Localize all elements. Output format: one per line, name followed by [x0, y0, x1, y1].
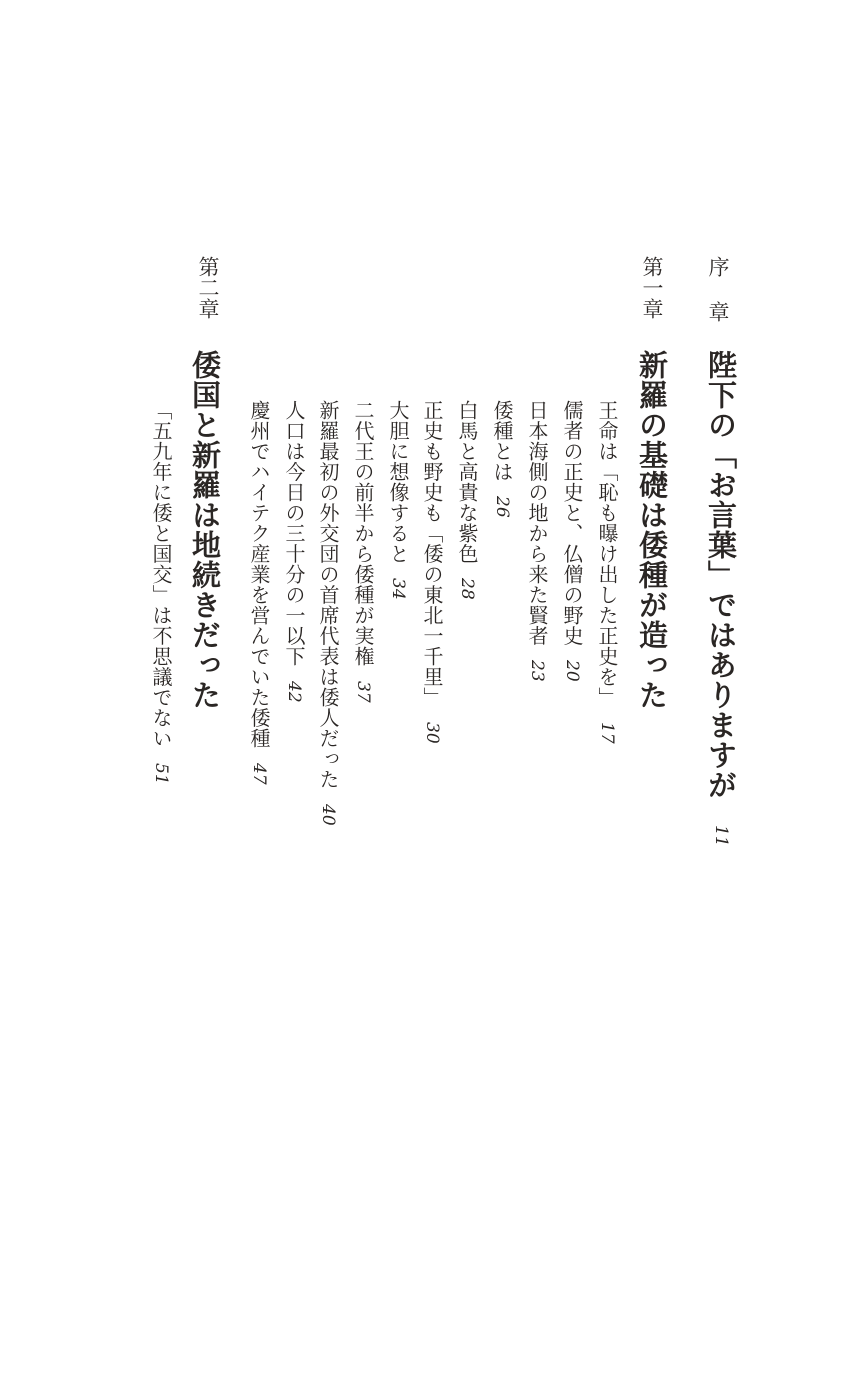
toc-entry-title: 王命は「恥も曝け出した正史を」 [595, 400, 619, 708]
toc-entry[interactable] [527, 400, 547, 682]
prologue-title[interactable] [704, 350, 738, 800]
toc-entry[interactable] [353, 400, 373, 702]
toc-entry[interactable] [284, 400, 304, 702]
prologue-page-number: 11 [711, 825, 731, 847]
toc-entry-page: 37 [353, 680, 373, 703]
prologue-label: 序章 [706, 256, 730, 346]
toc-entry-page: 42 [284, 680, 304, 703]
toc-entry-page: 20 [562, 660, 582, 682]
toc-entry[interactable] [457, 400, 477, 600]
toc-entry[interactable] [597, 400, 617, 743]
toc-entry-page: 26 [492, 496, 512, 518]
toc-entry-title: 大胆に想像すると [386, 400, 410, 564]
prologue-title-text: 陛下の「お言葉」ではありますが [704, 350, 738, 800]
toc-entry[interactable] [422, 400, 442, 743]
toc-entry-page: 40 [318, 803, 338, 826]
toc-entry-title: 二代王の前半から倭種が実権 [351, 400, 375, 667]
chapter1-title[interactable]: 新羅の基礎は倭種が造った [635, 350, 669, 710]
chapter1-label: 第一章 [640, 256, 664, 319]
toc-entry[interactable] [151, 400, 171, 784]
toc-entry-page: 23 [527, 660, 547, 682]
toc-entry-title: 白馬と高貴な紫色 [455, 400, 479, 564]
toc-entry-page: 47 [249, 762, 269, 785]
toc-entry[interactable] [249, 400, 269, 784]
toc-entry-page: 17 [597, 721, 617, 744]
chapter2-title[interactable]: 倭国と新羅は地続きだった [188, 350, 222, 710]
toc-entry-title: 儒者の正史と、仏僧の野史 [560, 400, 584, 646]
toc-entry-page: 51 [151, 762, 171, 785]
toc-entry-title: 慶州でハイテク産業を営んでいた倭種 [247, 400, 271, 749]
toc-entry[interactable] [492, 400, 512, 518]
toc-entry[interactable] [318, 400, 338, 825]
toc-entry-title: 日本海側の地から来た賢者 [525, 400, 549, 646]
toc-entry-page: 28 [457, 578, 477, 600]
chapter2-label: 第二章 [196, 256, 220, 319]
toc-entry-title: 人口は今日の三十分の一以下 [282, 400, 306, 667]
toc-entry-title: 倭種とは [490, 400, 514, 482]
toc-entry-title: 正史も野史も「倭の東北一千里」 [420, 400, 444, 708]
toc-entry-title: 「五九年に倭と国交」は不思議でない [149, 400, 173, 749]
toc-entry[interactable] [388, 400, 408, 600]
toc-entry-page: 34 [388, 578, 408, 600]
toc-entry-page: 30 [422, 721, 442, 744]
toc-entry-title: 新羅最初の外交団の首席代表は倭人だった [316, 400, 340, 790]
toc-entry[interactable] [562, 400, 582, 682]
